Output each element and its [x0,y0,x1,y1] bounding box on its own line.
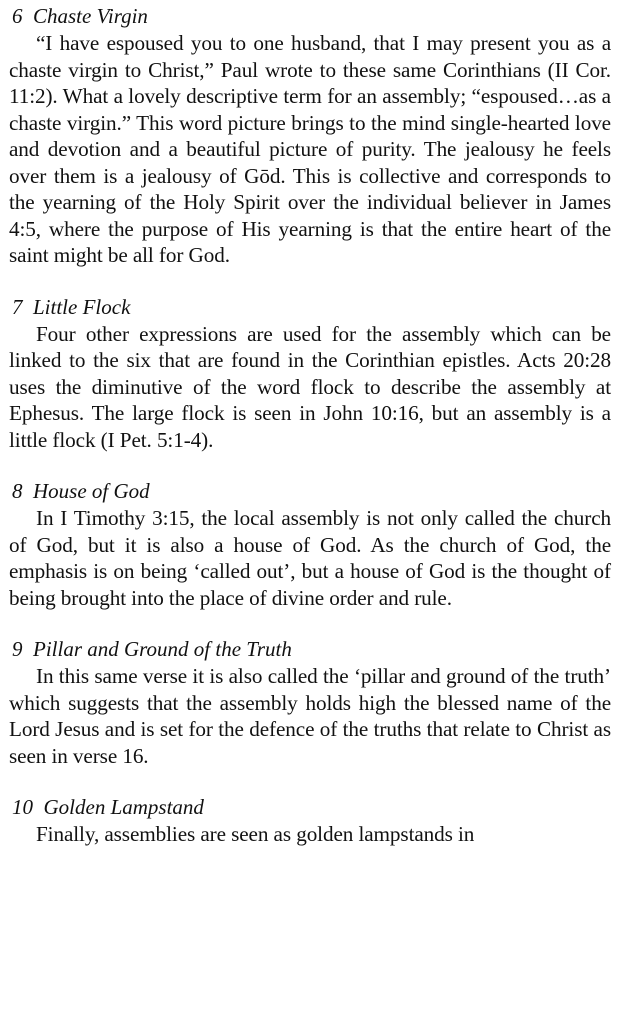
section-house-of-god [9,479,611,611]
section-pillar-and-ground [9,637,611,769]
section-number: 10 [12,795,33,819]
document-page [9,4,611,874]
section-number: 7 [12,294,23,319]
section-paragraph: In this same verse it is also called the ‘pillar and ground of the truth’ which suggests that the assembly holds high the blessed name of the Lord Jesus and is set for the defence of the truths that relate to Christ as seen in verse 16. [9,664,611,768]
section-title: Golden Lampstand [43,795,204,819]
section-chaste-virgin [9,4,611,269]
section-heading [9,795,611,821]
section-golden-lampstand [9,795,611,848]
section-heading [9,637,611,663]
section-title: Pillar and Ground of the Truth [33,637,292,661]
section-number: 6 [12,4,23,28]
section-paragraph: In I Timothy 3:15, the local assembly is not only called the church of God, but it is also a house of God. As the church of God, the emphasis is on being ‘called out’, but a house of God is the thought of being brought into the place of divine order and rule. [9,506,611,610]
section-paragraph: Finally, assemblies are seen as golden lampstands in [36,822,475,846]
section-heading [9,4,611,30]
section-heading [9,295,611,321]
section-number: 8 [12,479,23,503]
section-title: House of God [33,479,150,503]
section-heading [9,479,611,505]
section-little-flock [9,295,611,454]
section-paragraph: “I have espoused you to one husband, that I may present you as a chaste virgin to Christ,” Paul wrote to these same Corinthians (II Cor. 11:2). What a lovely descriptive term for an assembly; “espoused…as a chaste virgin.” This word picture brings to the mind single-hearted love and devotion and a beautiful picture of purity. The jealousy he feels over them is a jealousy of Gōd. This is collective and corresponds to the yearning of the Holy Spirit over the individual believer in James 4:5, where the purpose of His yearning is that the entire heart of the saint might be all for God. [9,31,611,267]
section-title: Little Flock [33,294,131,319]
section-paragraph: Four other expressions are used for the assembly which can be linked to the six that are found in the Corinthian epistles. Acts 20:28 uses the diminutive of the word flock to describe the assembly at Ephesus. The large flock is seen in John 10:16, but an assembly is a little flock (I Pet. 5:1-4). [9,321,611,452]
section-number: 9 [12,637,23,661]
section-title: Chaste Virgin [33,4,148,28]
